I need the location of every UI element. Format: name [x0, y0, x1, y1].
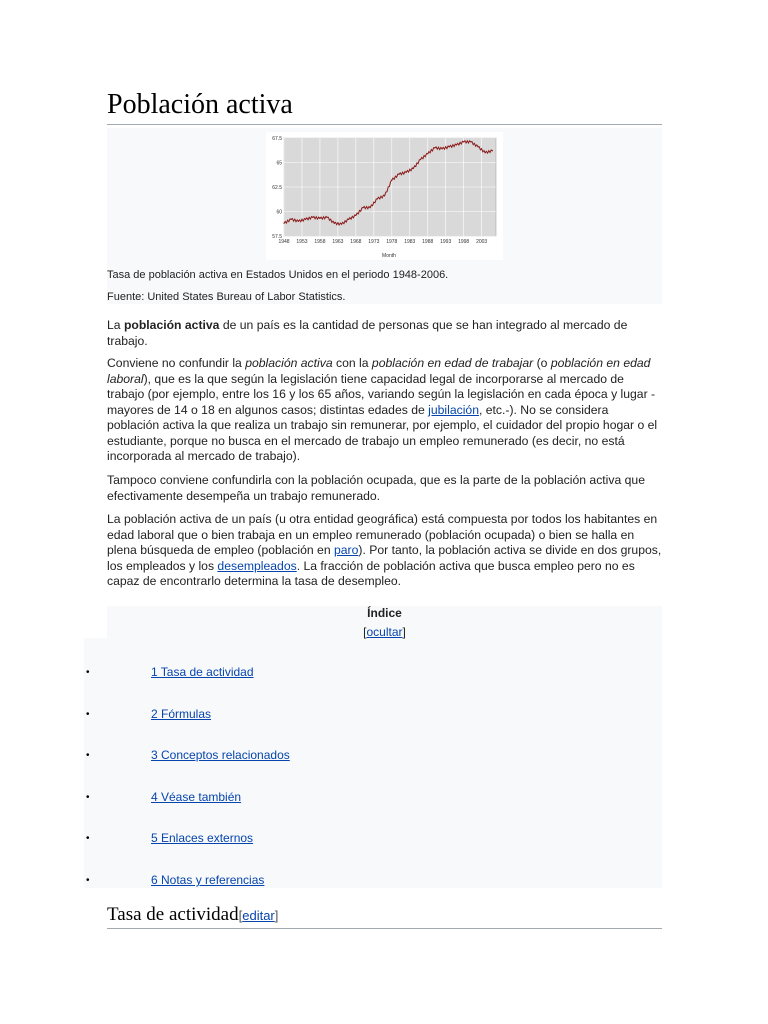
link-jubilacion[interactable]: jubilación	[428, 402, 479, 417]
chart-data-point	[463, 141, 464, 142]
toc-bullet: •	[86, 750, 90, 761]
toc-bullet: •	[86, 709, 90, 720]
toc-item-formulas[interactable]: 2 Fórmulas	[151, 707, 212, 721]
chart-x-tick-label: 1963	[332, 239, 344, 245]
chart-data-point	[420, 159, 421, 160]
chart-data-point	[485, 152, 486, 153]
chart-x-tick-label: 2003	[476, 239, 488, 245]
figure-source: Fuente: United States Bureau of Labor Statistics.	[107, 291, 346, 303]
toc-item-vease-tambien[interactable]: 4 Véase también	[151, 790, 242, 804]
chart-data-point	[298, 221, 299, 222]
paragraph-composition: La población activa de un país (u otra entidad geográfica) está compuesta por todos los habitantes en edad laboral que o bien trabaja en un empleo remunerado (población ocupada) o bien se halla en plena búsqueda de empleo (población en paro). Por tanto, la población activa se divide en dos grupos, los empleados y los desempleados. La fracción de población activa que busca empleo pero no es capaz de encontrarlo determina la tasa de desempleo.	[107, 512, 662, 588]
chart-y-tick-label: 57.5	[272, 234, 282, 240]
toc-bullet: •	[86, 667, 90, 678]
chart-grid	[284, 138, 496, 236]
page-title: Población activa	[107, 88, 662, 125]
chart-data-point	[442, 148, 443, 149]
chart-data-point	[362, 207, 363, 208]
chart-data-point	[470, 141, 471, 142]
toc-toggle: [ocultar]	[363, 625, 406, 639]
toc-item-enlaces-externos[interactable]: 5 Enlaces externos	[151, 831, 254, 845]
figure-caption: Tasa de población activa en Estados Unidos en el periodo 1948-2006.	[107, 269, 449, 281]
toc-title: Índice	[367, 606, 402, 620]
chart-x-tick-label: 1953	[296, 239, 308, 245]
chart-x-tick-label: 1998	[458, 239, 470, 245]
chart-data-point	[449, 146, 450, 147]
chart-data-point	[477, 146, 478, 147]
chart-y-tick-label: 60	[276, 209, 282, 216]
chart-x-tick-labels	[278, 239, 487, 245]
chart-x-tick-label: 1983	[404, 239, 416, 245]
chart-x-tick-label: 1978	[386, 239, 398, 245]
chart-x-tick-label: 1993	[440, 239, 452, 245]
paragraph-distinction: Conviene no confundir la población activa con la población en edad de trabajar (o población en edad laboral), que es la que según la legislación tiene capacidad legal de incorporarse al mercado de trabajo (por ejemplo, entre los 16 y los 65 años, variando según la legislación en cada época y lugar -mayores de 14 o 18 en algunos casos; distintas edades de jubilación, etc.-). No se considera población activa la que realiza un trabajo sin remunerar, por ejemplo, el cuidador del propio hogar o el estudiante, porque no busca en el mercado de trabajo un empleo remunerado (es decir, no está incorporada al mercado de trabajo).	[107, 356, 658, 463]
chart-y-tick-label: 62.5	[272, 185, 282, 191]
section-heading-tasa-de-actividad: Tasa de actividad[editar]	[107, 904, 662, 929]
paragraph-intro: La población activa de un país es la cantidad de personas que se han integrado al mercado de trabajo.	[107, 318, 628, 348]
chart-x-axis-label: Month	[382, 253, 396, 259]
chart-data-point	[398, 174, 399, 175]
chart-data-point	[319, 218, 320, 219]
chart-data-point	[406, 172, 407, 173]
chart-data-point	[377, 198, 378, 199]
paragraph-ocupada: Tampoco conviene confundirla con la población ocupada, que es la parte de la población activa que efectivamente desempeña un trabajo remunerado.	[107, 473, 645, 503]
toc-bullet: •	[86, 875, 90, 886]
chart-data-point	[427, 153, 428, 154]
chart-data-point	[312, 217, 313, 218]
toc-hide-link[interactable]: ocultar	[366, 625, 403, 639]
chart-data-point	[391, 180, 392, 181]
chart-x-tick-label: 1973	[368, 239, 380, 245]
toc-item-tasa-de-actividad[interactable]: 1 Tasa de actividad	[151, 665, 254, 679]
toc-bullet: •	[86, 833, 90, 844]
edit-section-link[interactable]: editar	[242, 908, 275, 923]
toc-item-notas-y-referencias[interactable]: 6 Notas y referencias	[151, 873, 265, 887]
chart-data-point	[348, 219, 349, 220]
chart-data-point	[456, 144, 457, 145]
toc-item-conceptos-relacionados[interactable]: 3 Conceptos relacionados	[151, 748, 290, 762]
chart-y-tick-label: 65	[276, 160, 282, 167]
chart-y-tick-labels	[272, 136, 282, 240]
chart-data-point	[327, 217, 328, 218]
chart-x-tick-label: 1988	[422, 239, 434, 245]
toc-bullet: •	[86, 792, 90, 803]
chart-data-point	[341, 224, 342, 225]
chart-data-point	[334, 223, 335, 224]
chart-data-point	[434, 147, 435, 148]
link-desempleados[interactable]: desempleados	[217, 558, 297, 573]
section-edit: [editar]	[238, 908, 279, 923]
chart-data-point	[355, 215, 356, 216]
chart-x-tick-label: 1958	[314, 239, 326, 245]
link-paro[interactable]: paro	[334, 543, 359, 557]
chart-y-tick-label: 67.5	[272, 136, 282, 142]
chart-data-point	[413, 168, 414, 169]
chart-x-tick-label: 1948	[278, 239, 290, 245]
chart-data-point	[305, 219, 306, 220]
chart-data-point	[283, 223, 284, 224]
chart-data-point	[370, 207, 371, 208]
chart-data-point	[384, 195, 385, 196]
chart-data-point	[492, 150, 493, 151]
chart-data-point	[291, 219, 292, 220]
labor-force-chart	[266, 132, 503, 260]
chart-x-tick-label: 1968	[350, 239, 362, 245]
